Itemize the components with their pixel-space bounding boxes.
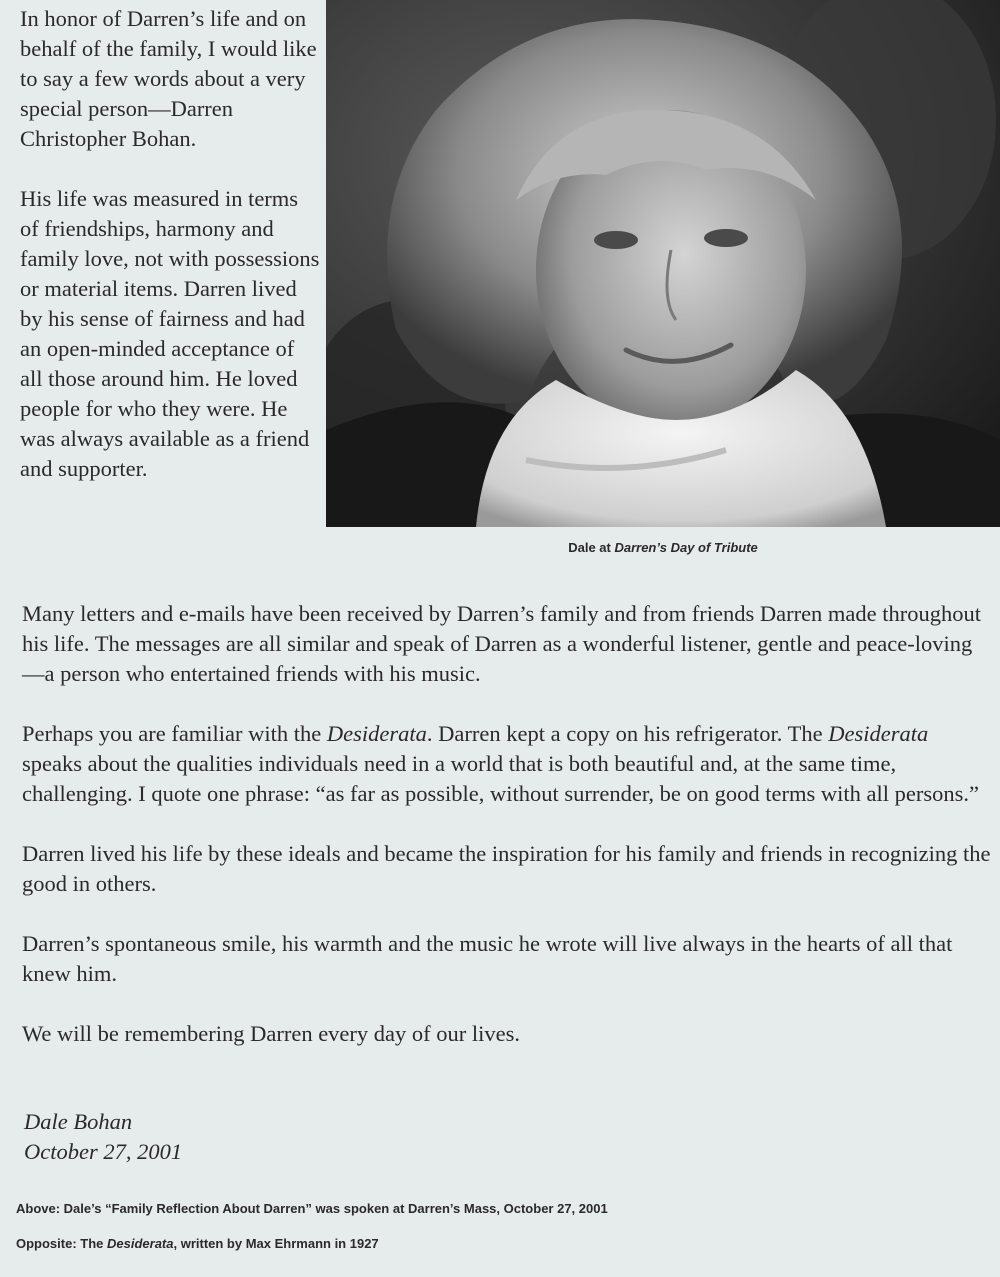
body-paragraph-5: Darren lived his life by these ideals and became the inspiration for his family and friends in recognizing the good in others. — [22, 841, 991, 896]
signature — [24, 1107, 182, 1167]
photo-caption — [326, 540, 1000, 555]
p4-desiderata-2: Desiderata — [828, 721, 929, 746]
p4-text-e: speaks about the qualities individuals need in a world that is both beautiful and, at the same time, challenging. I quote one phrase: “as far as possible, without surrender, be on good terms with all persons.” — [22, 751, 979, 806]
footnote-opposite-prefix: Opposite: The — [16, 1236, 107, 1251]
footnote-opposite-italic: Desiderata — [107, 1236, 174, 1251]
body-paragraph-4 — [22, 719, 992, 809]
footnote-opposite-suffix: , written by Max Ehrmann in 1927 — [173, 1236, 379, 1251]
intro-paragraph-1: In honor of Darren’s life and on behalf of the family, I would like to say a few words about a very special person—Darren Christopher Bohan. — [20, 6, 317, 151]
p4-desiderata-1: Desiderata — [326, 721, 427, 746]
signature-date: October 27, 2001 — [24, 1139, 183, 1164]
intro-paragraph-2: His life was measured in terms of friendships, harmony and family love, not with possessions or material items. Darren lived by his sense of fairness and had an open-minded acceptance of all those around him. He loved people for who they were. He was always available as a friend and supporter. — [20, 186, 320, 481]
p4-text-a: Perhaps you are familiar with the — [22, 721, 327, 746]
intro-column — [20, 4, 320, 484]
footnote-above: Above: Dale’s “Family Reflection About Darren” was spoken at Darren’s Mass, October 27, 2001 — [16, 1201, 608, 1216]
body-paragraph-7: We will be remembering Darren every day of our lives. — [22, 1021, 520, 1046]
footnote-opposite — [16, 1236, 379, 1251]
portrait-illustration — [326, 0, 1000, 527]
photo-caption-italic: Darren’s Day of Tribute — [614, 540, 758, 555]
photo-caption-prefix: Dale at — [568, 540, 615, 555]
signature-name: Dale Bohan — [24, 1109, 133, 1134]
p4-text-c: . Darren kept a copy on his refrigerator. The — [426, 721, 829, 746]
body-paragraph-3: Many letters and e-mails have been received by Darren’s family and from friends Darren made throughout his life. The messages are all similar and speak of Darren as a wonderful listener, gentle and peace-loving—a person who entertained friends with his music. — [22, 601, 982, 686]
portrait-photo — [326, 0, 1000, 527]
body-paragraph-6: Darren’s spontaneous smile, his warmth and the music he wrote will live always in the hearts of all that knew him. — [22, 931, 953, 986]
body-text — [22, 599, 992, 1049]
